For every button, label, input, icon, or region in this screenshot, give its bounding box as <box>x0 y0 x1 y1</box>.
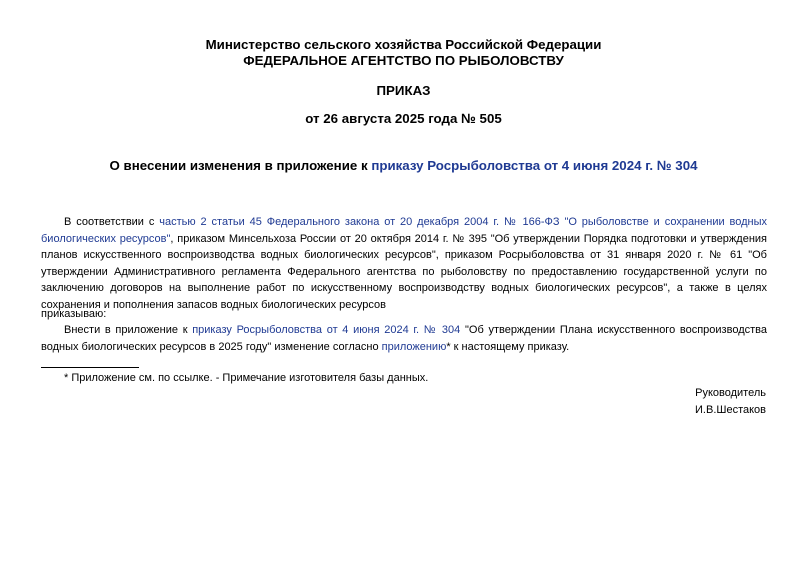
preamble-text-start: В соответствии с <box>64 216 160 228</box>
signatory-name: И.В.Шестаков <box>695 404 766 416</box>
agency-name: ФЕДЕРАЛЬНОЕ АГЕНТСТВО ПО РЫБОЛОВСТВУ <box>243 53 564 68</box>
signatory-position: Руководитель <box>695 387 766 399</box>
footnote-divider <box>41 367 139 368</box>
order-paragraph <box>41 322 767 355</box>
document-title-text: О внесении изменения в приложение к <box>109 158 372 173</box>
ministry-name: Министерство сельского хозяйства Российской Федерации <box>205 37 602 52</box>
order-text-end: * к настоящему приказу. <box>446 340 570 353</box>
order-text-middle: "Об утверждении Плана искусственного воспроизводства водных биологических ресурсов в 2025 году" изменение согласно <box>41 324 767 353</box>
preamble-paragraph <box>41 214 767 313</box>
document-date-number: от 26 августа 2025 года № 505 <box>305 111 502 126</box>
order-word: приказываю: <box>41 308 107 320</box>
footnote: * Приложение см. по ссылке. - Примечание изготовителя базы данных. <box>64 372 429 384</box>
order-304-link[interactable]: приказу Росрыболовства от 4 июня 2024 г. № 304 <box>192 324 461 336</box>
document-type: ПРИКАЗ <box>376 83 431 98</box>
document-title-link[interactable]: приказу Росрыболовства от 4 июня 2024 г. № 304 <box>371 158 698 173</box>
preamble-text-rest: , приказом Минсельхоза России от 20 октября 2014 г. № 395 "Об утверждении Порядка подготовки и утверждения планов искусственного воспроизводства водных биологических ресурсов", приказом Росрыболовства от 31 января 2020 г. № 61 "Об утверждении Административного регламента Федерального агентства по рыболовству по предоставлению государственной услуги по заключению договоров на выполнение работ по искусственному воспроизводству водных биологических ресурсов", а также в целях сохранения и пополнения запасов водных биологических ресурсов <box>41 232 767 311</box>
document-title <box>0 158 807 174</box>
appendix-link[interactable]: приложению <box>381 340 447 353</box>
federal-law-link[interactable]: частью 2 статьи 45 Федерального закона от 20 декабря 2004 г. № 166-ФЗ "О рыболовстве и сохранении водных биологических ресурсов" <box>41 216 768 245</box>
order-text-start: Внести в приложение к <box>64 324 193 336</box>
